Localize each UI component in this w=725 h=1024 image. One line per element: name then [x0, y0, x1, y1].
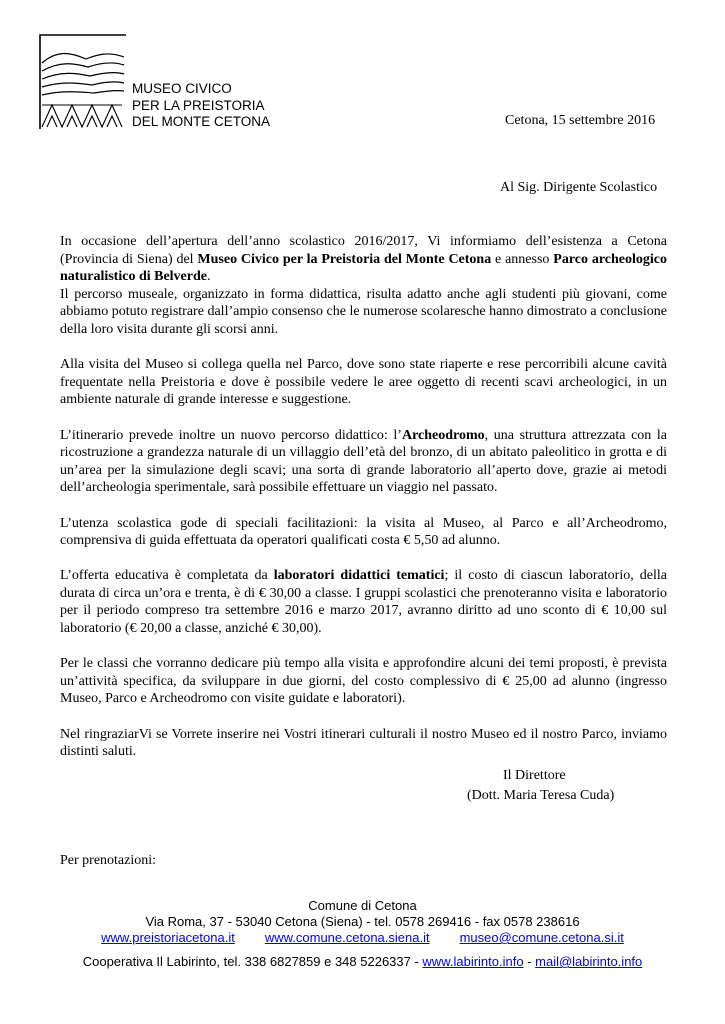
text: e annesso [491, 251, 554, 267]
museum-name-line-1: MUSEO CIVICO [132, 81, 232, 96]
text: . [207, 269, 211, 285]
footer-municipality: Comune di Cetona [308, 898, 417, 913]
link-labirinto[interactable]: www.labirinto.info [422, 954, 524, 969]
signature-name: (Dott. Maria Teresa Cuda) [467, 788, 615, 803]
text: L’offerta educativa è completata da [60, 568, 274, 584]
footer-separator: - [523, 954, 536, 969]
recipient: Al Sig. Dirigente Scolastico [500, 180, 658, 195]
text: ; il costo di ciascun laboratorio, della durata di circa un’ora e trenta, è di € 30,00 a classe. I gruppi scolastici che prenoteranno visita e laboratorio per il periodo compreso tra settembre 2016 e marzo 2017, avranno diritto ad uno sconto di € 10,00 sul laboratorio (€ 20,00 a classe, anziché € 30,00). [60, 568, 667, 637]
letter-body [60, 233, 667, 778]
paragraph-pricing: L’utenza scolastica gode di speciali facilitazioni: la visita al Museo, al Parco e all’Archeodromo, comprensiva di guida effettuata da operatori qualificati costa € 5,50 ad alunno. [60, 515, 667, 549]
letter-date: Cetona, 15 settembre 2016 [505, 113, 656, 128]
museum-name-line-2: PER LA PREISTORIA [132, 97, 265, 113]
text: Il percorso museale, organizzato in forma didattica, risulta adatto anche agli studenti più giovani, come abbiamo potuto registrare dall’ampio consenso che le numerose scolaresche hanno dimostrato a conclusione della loro visita durante gli scorsi anni. [60, 286, 667, 337]
text: , una struttura attrezzata con la ricostruzione a grandezza naturale di un villaggio dell’età del bronzo, di un abitato paleolitico in grotta e di un’area per la simulazione degli scavi; una sorta di grande laboratorio all’aperto dove, grazie ai metodi dell’archeologia sperimentale, sarà possibile effettuare un viaggio nel passato. [60, 427, 667, 496]
text: L’itinerario prevede inoltre un nuovo percorso didattico: l’ [60, 427, 402, 443]
footer-cooperative-text: Cooperativa Il Labirinto, tel. 338 6827859 e 348 5226337 - [82, 954, 423, 969]
paragraph-archeodromo [60, 427, 667, 497]
park-name-bold: Parco archeologico naturalistico di Belverde [60, 251, 667, 285]
archeodromo-bold: Archeodromo [401, 427, 485, 443]
paragraph-closing: Nel ringraziarVi se Vorrete inserire nei Vostri itinerari culturali il nostro Museo ed il nostro Parco, inviamo distinti saluti. [60, 726, 667, 760]
link-labirinto-email[interactable]: mail@labirinto.info [535, 954, 643, 969]
booking-label: Per prenotazioni: [60, 853, 157, 868]
footer-cooperative [0, 954, 725, 970]
paragraph-intro [60, 233, 667, 339]
paragraph-park: Alla visita del Museo si collega quella nel Parco, dove sono state riaperte e rese percorribili alcune cavità frequentate nella Preistoria e dove è possibile vedere le aree oggetto di recenti scavi archeologici, in un ambiente naturale di grande interesse e suggestione. [60, 357, 667, 408]
museum-mountain-logo-icon [38, 33, 128, 130]
museum-name [132, 81, 270, 131]
paragraph-two-day: Per le classi che vorranno dedicare più tempo alla visita e approfondire alcuni dei temi proposti, è prevista un’attività specifica, da sviluppare in due giorni, del costo complessivo di € 25,00 ad alunno (ingresso Museo, Parco e Archeodromo con visite guidate e laboratori). [60, 656, 667, 707]
link-museo-email[interactable]: museo@comune.cetona.si.it [459, 930, 624, 945]
signature-title: Il Direttore [503, 768, 566, 783]
link-preistoriacetona[interactable]: www.preistoriacetona.it [101, 930, 235, 945]
link-comune-cetona[interactable]: www.comune.cetona.siena.it [264, 930, 430, 945]
text: In occasione dell’apertura dell’anno scolastico 2016/2017, Vi informiamo dell’esistenza a Cetona (Provincia di Siena) del [60, 234, 667, 267]
signature [467, 766, 614, 806]
museum-name-bold: Museo Civico per la Preistoria del Monte Cetona [197, 251, 492, 267]
footer-links [0, 930, 725, 946]
museum-name-line-3: DEL MONTE CETONA [132, 114, 271, 129]
laboratories-bold: laboratori didattici tematici [273, 568, 445, 584]
paragraph-laboratories [60, 567, 667, 637]
footer-address: Via Roma, 37 - 53040 Cetona (Siena) - tel. 0578 269416 - fax 0578 238616 [145, 914, 580, 929]
